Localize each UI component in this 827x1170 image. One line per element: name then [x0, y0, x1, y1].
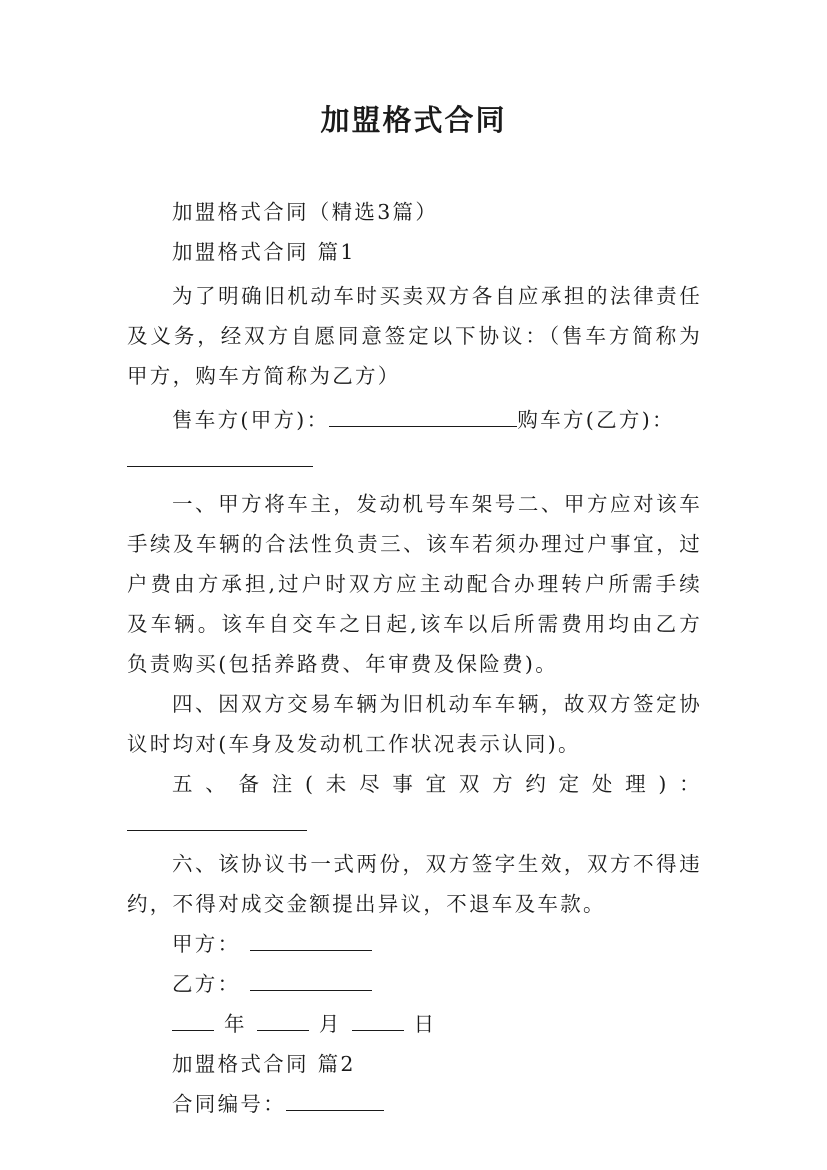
seller-blank: [329, 404, 517, 427]
party-a-label: 甲方：: [172, 932, 241, 956]
buyer-blank-line: [127, 440, 702, 480]
day-label: 日: [413, 1012, 437, 1036]
party-a-line: [127, 924, 702, 964]
document-body: [127, 192, 702, 1124]
month-blank: [257, 1008, 309, 1031]
document-subtitle: 加盟格式合同（精选3篇）: [172, 200, 439, 224]
parties-line: [127, 400, 702, 440]
party-b-label: 乙方：: [172, 972, 241, 996]
clause-4: 四、因双方交易车辆为旧机动车车辆，故双方签定协议时均对(车身及发动机工作状况表示认同)。: [127, 692, 702, 756]
clause-1-3: 一、甲方将车主，发动机号车架号二、甲方应对该车手续及车辆的合法性负责三、该车若须办理过户事宜，过户费由方承担,过户时双方应主动配合办理转户所需手续及车辆。该车自交车之日起,该车以后所需费用均由乙方负责购买(包括养路费、年审费及保险费)。: [127, 492, 702, 676]
section-heading-1: 加盟格式合同 篇1: [172, 240, 356, 264]
party-b-line: [127, 964, 702, 1004]
contract-no-label: 合同编号：: [172, 1092, 286, 1116]
contract-no-blank: [286, 1088, 384, 1111]
clause-5: [127, 764, 702, 844]
buyer-label: 购车方(乙方)：: [517, 408, 675, 432]
party-a-blank: [250, 928, 372, 951]
party-b-blank: [250, 968, 372, 991]
buyer-blank: [127, 444, 313, 467]
intro-paragraph: 为了明确旧机动车时买卖双方各自应承担的法律责任及义务，经双方自愿同意签定以下协议：（售车方简称为甲方，购车方简称为乙方）: [127, 284, 702, 388]
date-line: [127, 1004, 702, 1044]
year-label: 年: [224, 1012, 247, 1036]
document-title: 加盟格式合同: [320, 103, 507, 137]
month-label: 月: [318, 1012, 342, 1036]
day-blank: [352, 1008, 404, 1031]
remarks-blank: [127, 808, 307, 831]
remarks-label: 五、备注(未尽事宜双方约定处理)：: [172, 772, 702, 796]
clause-6: 六、该协议书一式两份，双方签字生效，双方不得违约，不得对成交金额提出异议，不退车及车款。: [127, 852, 702, 916]
contract-no-line: [127, 1084, 702, 1124]
year-blank: [172, 1008, 214, 1031]
seller-label: 售车方(甲方)：: [172, 408, 330, 432]
section-heading-2: 加盟格式合同 篇2: [172, 1052, 356, 1076]
